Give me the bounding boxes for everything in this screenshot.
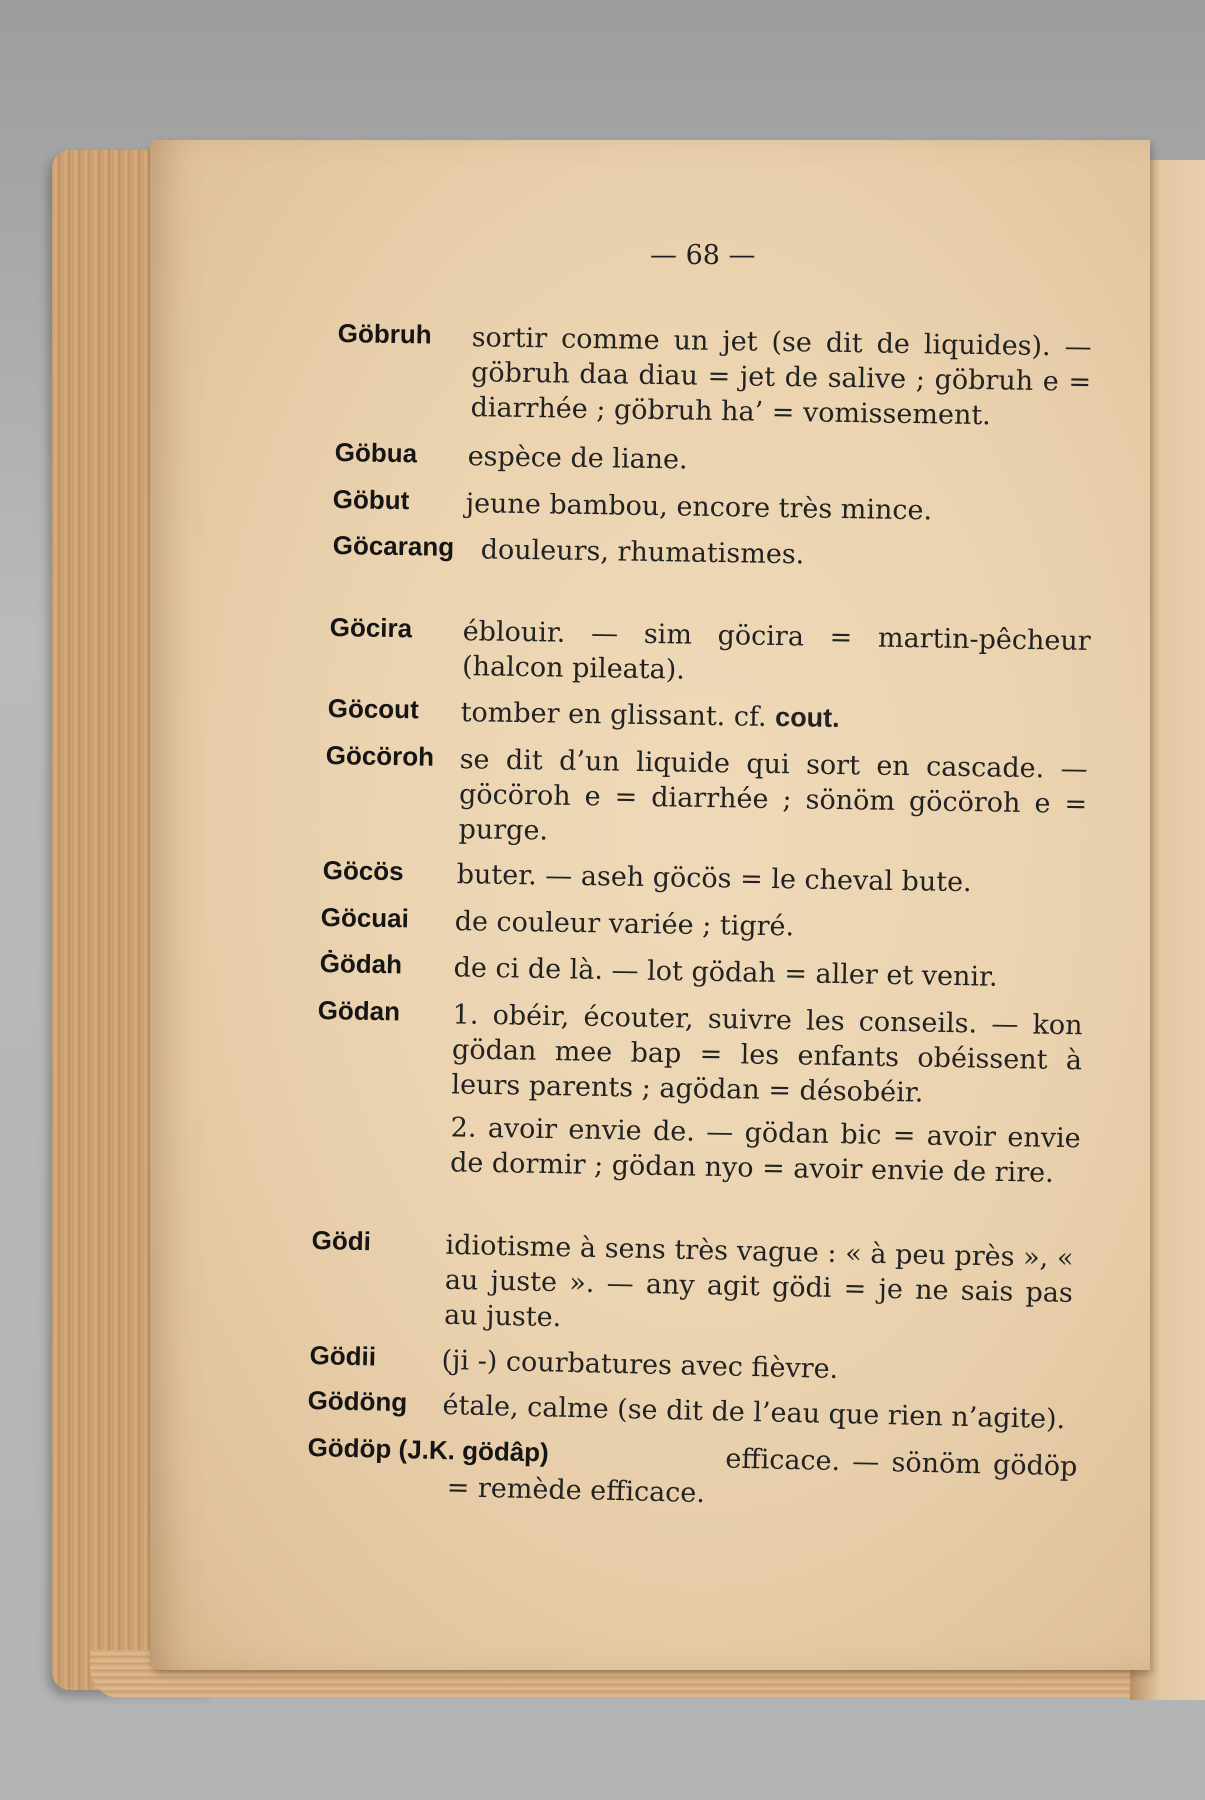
entry-definition: de couleur variée ; tigré. [454, 906, 795, 943]
entry-definition: sortir comme un jet (se dit de liquides). — göbruh daa diau = jet de salive ; göbruh e = diarrhée ; göbruh ha’ = vomissement. [470, 322, 1092, 432]
entry-headword: Göcira [329, 612, 413, 644]
entry-headword: Göbut [332, 484, 410, 516]
entry-definition: se dit d’un liquide qui sort en cascade. — göcöroh e = diarrhée ; sönöm göcöroh e = purge. [458, 744, 1088, 847]
entry-headword: Göcout [327, 693, 419, 725]
entry-definition: buter. — aseh göcös = le cheval bute. [456, 859, 972, 899]
entry-definition: espèce de liane. [467, 441, 688, 476]
entry-definition: de ci de là. — lot gödah = aller et venir. [453, 952, 998, 993]
entry-headword: Göbruh [337, 318, 432, 350]
entry-definition: idiotisme à sens très vague : « à peu près », « au juste ». — any agit gödi = je ne sais pas au juste. [443, 1229, 1074, 1334]
entry-headword: Göbua [334, 437, 418, 469]
entry-headword: Gödi [311, 1225, 372, 1257]
page-number: — 68 — [650, 240, 756, 271]
entry-definition: étale, calme (se dit de l’eau que rien n’agite). [442, 1390, 1066, 1436]
entry-headword: Göcöroh [325, 740, 435, 772]
entry-definition: douleurs, rhumatismes. [480, 534, 805, 571]
entry-sense-2: 2. avoir envie de. — gödan bic = avoir envie de dormir ; gödan nyo = avoir envie de rire. [449, 1112, 1081, 1189]
entry-definition: efficace. — sönöm gödöp = remède efficace. [446, 1443, 1078, 1510]
entry-headword: Göcarang [332, 530, 455, 562]
entry-definition [450, 997, 1083, 1191]
cross-reference: cout. [774, 702, 840, 734]
entry-headword: Ġödah [319, 948, 403, 980]
entry-headword: Göcös [322, 855, 404, 887]
entry-sense-1: 1. obéir, écouter, suivre les conseils. — kon gödan mee bap = les enfants obéissent à leurs parents ; agödan = désobéir. [451, 999, 1083, 1109]
entry-headword: Gödöng [307, 1385, 408, 1418]
entry-headword: Gödii [309, 1340, 377, 1372]
entry-definition-text: tomber en glissant. cf. [460, 697, 767, 733]
entry-headword: Gödöp (J.K. gödâp) [307, 1432, 550, 1468]
entry-definition: jeune bambou, encore très mince. [465, 488, 933, 527]
entry-headword: Gödan [317, 995, 401, 1027]
entry-definition: (ji -) courbatures avec fièvre. [441, 1344, 839, 1385]
entry-definition: éblouir. — sim göcira = martin-pêcheur (halcon pileata). [461, 616, 1091, 686]
entry-headword: Göcuai [320, 902, 410, 934]
